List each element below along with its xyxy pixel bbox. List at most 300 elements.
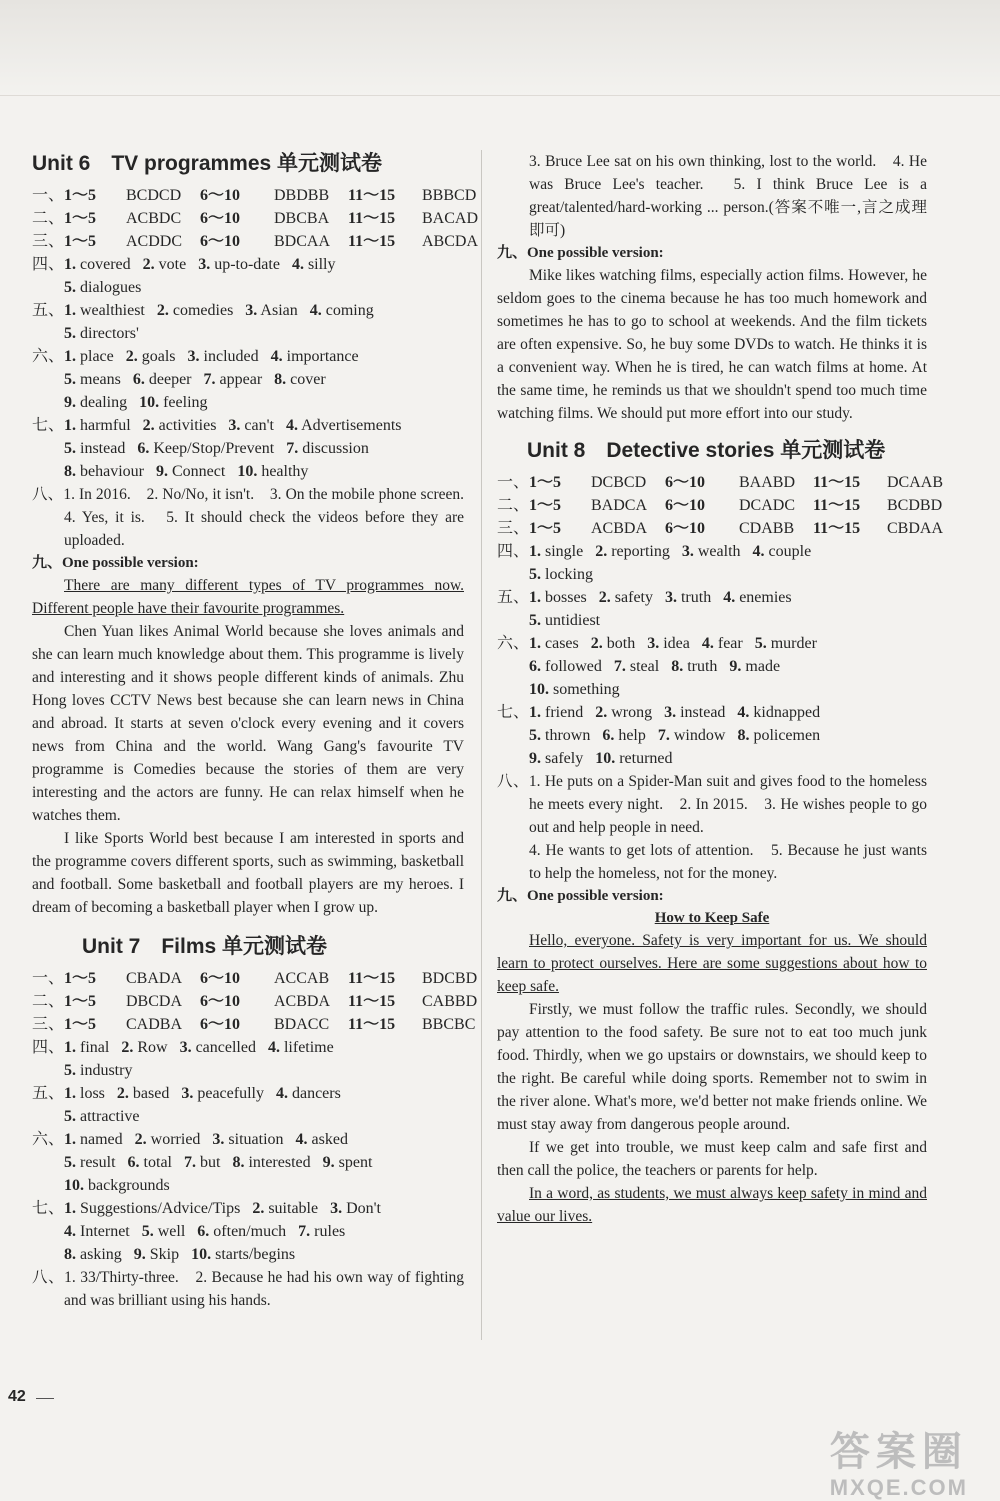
item-word: harmful [80, 417, 131, 434]
item-number: 4. [270, 348, 283, 365]
answer-letters: BDACC [274, 1016, 330, 1033]
mc-row [32, 230, 479, 253]
answer-item [64, 391, 127, 414]
item-number: 4. [701, 635, 714, 652]
item-number: 6. [137, 440, 150, 457]
question-range: 11～15 [348, 233, 396, 250]
answer-item [665, 586, 711, 609]
answer-item [64, 1105, 140, 1128]
answer-item [595, 701, 652, 724]
section-number: 三、 [32, 233, 65, 250]
unit8-reading-answers: 八、1. He puts on a Spider-Man suit and gives food to the homeless he meets every night. 2. In 2015. 3. He wishes people to go out and help people in need. [497, 773, 927, 836]
item-number: 2. [142, 256, 155, 273]
item-number: 4. [64, 1223, 76, 1240]
answer-item [595, 747, 672, 770]
left-column [32, 150, 480, 1312]
answer-item [143, 253, 187, 276]
question-range: 11～15 [348, 187, 396, 204]
section-number: 六、 [32, 348, 65, 365]
item-number: 2. [121, 1039, 134, 1056]
answer-item [602, 724, 646, 747]
item-word: attractive [80, 1108, 140, 1125]
answer-item [529, 609, 600, 632]
answer-item [753, 540, 812, 563]
section-number: 五、 [497, 589, 530, 606]
answer-item [737, 724, 820, 747]
item-number: 1. [64, 417, 76, 434]
item-word: Internet [80, 1223, 130, 1240]
item-word: truth [680, 589, 712, 606]
unit8-writing-title: How to Keep Safe [654, 910, 770, 926]
answer-item [529, 563, 593, 586]
unit8-title: Unit 8 Detective stories 单元测试卷 [527, 439, 886, 462]
item-number: 4. [267, 1039, 280, 1056]
question-range: 6～10 [200, 970, 241, 987]
item-number: 6. [602, 727, 615, 744]
unit7-fill-answers [32, 1036, 464, 1266]
item-number: 9. [155, 463, 168, 480]
item-number: 5. [64, 1108, 76, 1125]
item-number: 10. [595, 750, 616, 767]
item-number: 5. [64, 440, 76, 457]
item-number: 4. [309, 302, 322, 319]
question-range: 6～10 [200, 233, 241, 250]
answer-item [180, 1036, 256, 1059]
item-number: 5. [529, 727, 541, 744]
section-number: 三、 [497, 520, 530, 537]
section-number: 一、 [32, 187, 65, 204]
question-range: 6～10 [665, 474, 706, 491]
answer-item [671, 655, 717, 678]
item-number: 3. [228, 417, 241, 434]
answer-item [133, 368, 192, 391]
section-number: 六、 [497, 635, 530, 652]
item-number: 8. [737, 727, 750, 744]
item-number: 5. [64, 371, 76, 388]
answer-item [64, 1082, 105, 1105]
item-word: dancers [291, 1085, 341, 1102]
answer-item [181, 1082, 264, 1105]
answer-item [658, 724, 726, 747]
answer-item [188, 345, 259, 368]
item-word: industry [80, 1062, 133, 1079]
item-word: Advertisements [301, 417, 402, 434]
fill-row [497, 586, 927, 609]
answer-item [323, 1151, 373, 1174]
answer-item [237, 460, 308, 483]
item-number: 3. [664, 589, 677, 606]
section-number: 五、 [32, 302, 65, 319]
section-number: 四、 [497, 543, 530, 560]
item-word: asked [311, 1131, 348, 1148]
answer-item [595, 540, 670, 563]
item-word: followed [545, 658, 602, 675]
answer-letters: ACBDC [126, 210, 182, 227]
answer-item [228, 414, 274, 437]
item-word: untidiest [545, 612, 601, 629]
item-word: idea [663, 635, 690, 652]
answer-item [310, 299, 374, 322]
unit8-reading-answers-continued: 4. He wants to get lots of attention. 5. Because he just wants to help the homeless, not for the money. [529, 842, 927, 882]
item-number: 3. [664, 704, 677, 721]
answer-item [121, 1036, 167, 1059]
answer-item [729, 655, 780, 678]
item-word: dialogues [80, 279, 142, 296]
item-number: 3. [647, 635, 660, 652]
mc-row [32, 990, 478, 1013]
fill-row [32, 1036, 464, 1059]
item-number: 1. [529, 543, 541, 560]
item-number: 8. [274, 371, 287, 388]
item-word: can't [244, 417, 274, 434]
unit6-writing-label: 九、One possible version: [32, 555, 199, 571]
fill-row [497, 609, 927, 632]
unit6-title: Unit 6 TV programmes 单元测试卷 [32, 152, 383, 175]
item-number: 2. [125, 348, 138, 365]
question-range: 6～10 [665, 497, 706, 514]
item-word: starts/begins [215, 1246, 296, 1263]
unit7-reading-answers: 八、1. 33/Thirty-three. 2. Because he had his own way of fighting and was brilliant using his hands. [32, 1269, 464, 1309]
mc-row [497, 517, 944, 540]
answer-item [64, 345, 114, 368]
section-number: 七、 [497, 704, 530, 721]
item-number: 10. [191, 1246, 212, 1263]
item-number: 5. [529, 566, 541, 583]
item-number: 5. [64, 325, 76, 342]
question-range: 1～5 [64, 970, 97, 987]
unit8-writing-paragraph-2: If we get into trouble, we must keep calm and safe first and then call the police, the teachers or parents for help. [497, 1139, 927, 1179]
item-word: cancelled [195, 1039, 256, 1056]
section-number: 二、 [32, 993, 65, 1010]
unit6-fill-answers [32, 253, 464, 483]
question-range: 6～10 [200, 1016, 241, 1033]
item-word: help [618, 727, 646, 744]
fill-row [32, 299, 464, 322]
item-word: wealthiest [80, 302, 145, 319]
item-word: Skip [149, 1246, 180, 1263]
unit7-writing-paragraph: Mike likes watching films, especially action films. However, he seldom goes to the cinema because he has too much homework and sometimes he has to go to school at weekends. And the film tickets are often expensive. So, he buy some DVDs to watch. He thinks it is a convenient way. When he is tired, he can watch films at home. At the same time, he reminds us that we shouldn't spend too much time watching films. We should put more effort into our study. [497, 267, 927, 422]
item-word: wrong [611, 704, 653, 721]
section-number: 六、 [32, 1131, 65, 1148]
answer-item [664, 701, 725, 724]
answer-letters: DBCDA [126, 993, 183, 1010]
section-number: 二、 [497, 497, 530, 514]
item-word: dealing [80, 394, 128, 411]
watermark-main: 答案圈 [829, 1430, 968, 1474]
answer-item [529, 632, 579, 655]
answer-item [614, 655, 659, 678]
item-word: well [157, 1223, 186, 1240]
item-word: comedies [172, 302, 234, 319]
item-word: single [545, 543, 584, 560]
item-number: 1. [64, 1085, 76, 1102]
item-number: 8. [232, 1154, 245, 1171]
answer-item [682, 540, 741, 563]
item-word: fear [717, 635, 743, 652]
question-range: 1～5 [529, 497, 562, 514]
item-number: 3. [181, 1085, 194, 1102]
question-range: 1～5 [64, 210, 97, 227]
answer-letters: CABBD [422, 993, 478, 1010]
item-number: 7. [286, 440, 299, 457]
item-word: backgrounds [88, 1177, 170, 1194]
item-number: 5. [64, 1154, 76, 1171]
page-number-dash [36, 1398, 54, 1399]
item-word: Row [137, 1039, 168, 1056]
item-word: reporting [611, 543, 670, 560]
item-word: enemies [739, 589, 792, 606]
item-word: safety [614, 589, 653, 606]
page-number: 42 [8, 1388, 26, 1405]
answer-letters: CBDAA [887, 520, 944, 537]
answer-item [64, 460, 144, 483]
unit6-reading-answers: 八、1. In 2016. 2. No/No, it isn't. 3. On the mobile phone screen. 4. Yes, it is. 5. It should check the videos before they are uploaded. [32, 486, 480, 549]
answer-item [64, 1197, 240, 1220]
item-word: result [80, 1154, 116, 1171]
fill-row [497, 540, 927, 563]
item-number: 6. [197, 1223, 210, 1240]
item-number: 7. [298, 1223, 311, 1240]
item-number: 7. [657, 727, 670, 744]
item-number: 1. [529, 589, 541, 606]
column-divider [481, 150, 482, 1340]
answer-item [529, 678, 620, 701]
right-column [497, 150, 944, 1228]
answer-item [286, 414, 402, 437]
answer-item [64, 1220, 130, 1243]
section-number: 二、 [32, 210, 65, 227]
answer-item [128, 1151, 172, 1174]
item-word: deeper [148, 371, 192, 388]
item-number: 1. [64, 1200, 76, 1217]
item-number: 9. [729, 658, 742, 675]
fill-row [32, 1197, 464, 1220]
answer-item [647, 632, 690, 655]
item-number: 3. [187, 348, 200, 365]
item-number: 8. [64, 463, 76, 480]
item-number: 4. [723, 589, 736, 606]
fill-row [497, 724, 927, 747]
answer-letters: ACCAB [274, 970, 330, 987]
answer-item [64, 414, 131, 437]
answer-item [274, 368, 326, 391]
question-range: 11～15 [348, 1016, 396, 1033]
answer-item [64, 1151, 116, 1174]
unit6-mc-answers [32, 184, 479, 253]
answer-item [64, 253, 131, 276]
item-word: but [199, 1154, 221, 1171]
question-range: 1～5 [64, 993, 97, 1010]
answer-item [64, 299, 145, 322]
mc-row [32, 207, 479, 230]
answer-item [529, 724, 590, 747]
question-range: 1～5 [529, 520, 562, 537]
section-number: 一、 [32, 970, 65, 987]
answer-item [599, 586, 653, 609]
answer-item [286, 437, 369, 460]
question-range: 11～15 [348, 210, 396, 227]
answer-letters: CBADA [126, 970, 183, 987]
unit8-writing-label: 九、One possible version: [497, 888, 664, 904]
section-number: 七、 [32, 417, 65, 434]
answer-item [737, 701, 820, 724]
answer-letters: BDCAA [274, 233, 331, 250]
question-range: 11～15 [813, 474, 861, 491]
fill-row [32, 414, 464, 437]
answer-letters: DCBCD [591, 474, 647, 491]
unit8-writing-paragraph-1: Firstly, we must follow the traffic rules. Secondly, we should pay attention to the food safety. Be sure not to eat too much junk food. Thirdly, when we go upstairs or downstairs, we should keep to the right. Be careful while doing sports. Remember not to swim in the river alone. What's more, we'd better not make friends online. We must stay away from dangerous people around. [497, 1001, 927, 1133]
fill-row [32, 1151, 464, 1174]
item-number: 2. [134, 1131, 147, 1148]
answer-letters: DBCBA [274, 210, 330, 227]
item-word: final [80, 1039, 110, 1056]
mc-row [32, 184, 477, 207]
answer-item [252, 1197, 318, 1220]
item-number: 10. [237, 463, 258, 480]
item-number: 2. [142, 417, 155, 434]
fill-row [32, 345, 464, 368]
item-word: rules [314, 1223, 346, 1240]
answer-item [298, 1220, 345, 1243]
item-number: 1. [64, 256, 76, 273]
unit8-writing-conclusion: In a word, as students, we must always keep safety in mind and value our lives. [497, 1185, 927, 1225]
item-number: 1. [529, 704, 541, 721]
fill-row [32, 437, 464, 460]
item-number: 6. [127, 1154, 140, 1171]
item-number: 5. [64, 1062, 76, 1079]
section-number: 四、 [32, 1039, 65, 1056]
item-word: appear [219, 371, 263, 388]
answer-item [64, 276, 141, 299]
mc-row [32, 967, 478, 990]
item-word: situation [228, 1131, 284, 1148]
item-word: locking [545, 566, 593, 583]
item-word: Connect [171, 463, 226, 480]
item-word: often/much [213, 1223, 287, 1240]
item-word: asking [80, 1246, 122, 1263]
answer-item [245, 299, 297, 322]
answer-item [137, 437, 274, 460]
answer-item [529, 540, 583, 563]
item-number: 7. [613, 658, 626, 675]
answer-item [64, 1243, 122, 1266]
item-number: 7. [183, 1154, 196, 1171]
question-range: 6～10 [200, 210, 241, 227]
item-word: steal [629, 658, 660, 675]
answer-item [156, 460, 225, 483]
answer-item [276, 1082, 341, 1105]
answer-item [134, 1243, 179, 1266]
answer-item [529, 586, 587, 609]
answer-item [64, 1174, 170, 1197]
mc-row [497, 494, 943, 517]
unit8-fill-answers [497, 540, 927, 770]
answer-item [702, 632, 743, 655]
item-number: 10. [529, 681, 549, 698]
item-number: 6. [529, 658, 541, 675]
item-word: up-to-date [214, 256, 280, 273]
item-word: activities [158, 417, 217, 434]
item-word: feeling [163, 394, 208, 411]
item-number: 9. [133, 1246, 146, 1263]
item-word: Asian [260, 302, 298, 319]
item-number: 8. [64, 1246, 76, 1263]
fill-row [32, 1174, 464, 1197]
question-range: 11～15 [813, 520, 861, 537]
unit6-writing-paragraph-2: I like Sports World best because I am interested in sports and the programme covers different sports, such as swimming, basketball and football. Some basketball and football players are my heroes. I dream of becoming a basketball player when I grow up. [32, 830, 464, 916]
answer-letters: DCADC [739, 497, 796, 514]
answer-letters: ACBDA [591, 520, 648, 537]
item-word: interested [248, 1154, 311, 1171]
answer-item [64, 437, 125, 460]
answer-letters: BCDBD [887, 497, 943, 514]
question-range: 6～10 [200, 187, 241, 204]
item-number: 1. [529, 635, 541, 652]
item-word: importance [286, 348, 359, 365]
fill-row [32, 1059, 464, 1082]
item-number: 3. [198, 256, 211, 273]
answer-letters: BDCBD [422, 970, 478, 987]
item-number: 4. [737, 704, 750, 721]
answer-item [529, 747, 583, 770]
question-range: 1～5 [64, 233, 97, 250]
item-word: covered [80, 256, 131, 273]
item-word: couple [768, 543, 812, 560]
answer-letters: DBDBB [274, 187, 330, 204]
item-word: Keep/Stop/Prevent [153, 440, 275, 457]
fill-row [497, 563, 927, 586]
mc-row [497, 471, 944, 494]
item-number: 4. [291, 256, 304, 273]
answer-item [64, 368, 121, 391]
answer-item [197, 1220, 286, 1243]
item-number: 8. [671, 658, 684, 675]
fill-row [32, 276, 464, 299]
watermark-logo [830, 1420, 968, 1501]
answer-letters: BADCA [591, 497, 648, 514]
item-number: 2. [156, 302, 169, 319]
unit7-writing-label: 九、One possible version: [497, 245, 664, 261]
item-number: 9. [322, 1154, 335, 1171]
item-number: 6. [132, 371, 145, 388]
answer-item [268, 1036, 334, 1059]
item-word: place [80, 348, 114, 365]
answer-letters: ABCDA [422, 233, 479, 250]
item-number: 4. [275, 1085, 288, 1102]
item-word: made [745, 658, 781, 675]
item-word: kidnapped [753, 704, 821, 721]
item-number: 1. [64, 1131, 76, 1148]
unit8-writing-intro: Hello, everyone. Safety is very important for us. We should learn to protect ourselves. Here are some suggestions about how to keep safe. [497, 932, 927, 995]
item-number: 3. [245, 302, 258, 319]
item-number: 5. [141, 1223, 154, 1240]
item-word: worried [150, 1131, 201, 1148]
question-range: 6～10 [200, 993, 241, 1010]
item-word: bosses [545, 589, 587, 606]
item-number: 3. [681, 543, 694, 560]
item-number: 2. [590, 635, 603, 652]
section-number: 三、 [32, 1016, 65, 1033]
item-word: suitable [268, 1200, 319, 1217]
answer-item [271, 345, 359, 368]
question-range: 1～5 [529, 474, 562, 491]
item-number: 4. [295, 1131, 308, 1148]
item-word: goals [141, 348, 176, 365]
fill-row [32, 1105, 464, 1128]
fill-row [32, 391, 464, 414]
fill-row [497, 701, 927, 724]
mc-row [32, 1013, 476, 1036]
